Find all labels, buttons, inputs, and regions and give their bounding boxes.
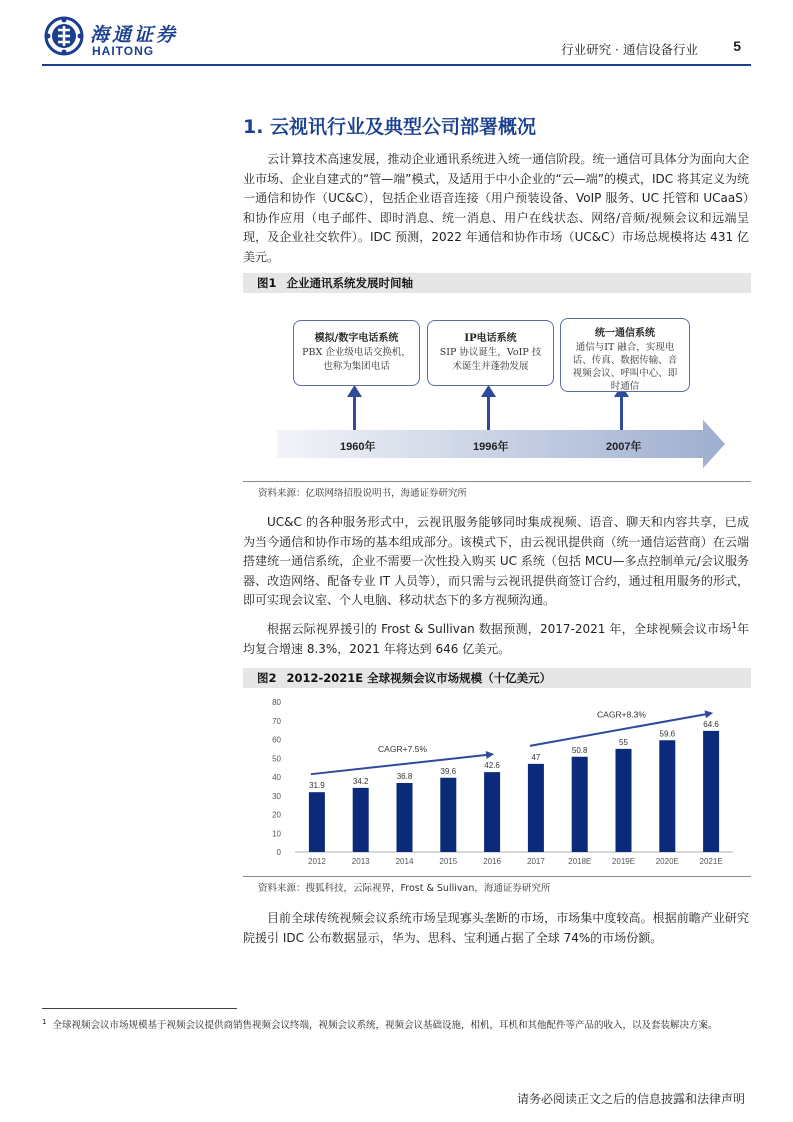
logo-english-text: HAITONG — [92, 44, 155, 58]
paragraph-3 — [243, 616, 749, 659]
paragraph-1 — [243, 150, 749, 267]
figure2-source: 资料来源：搜狐科技，云际视界，Frost & Sullivan，海通证券研究所 — [258, 883, 551, 894]
stage-1-desc: PBX 企业级电话交换机，也称为集团电话 — [302, 347, 411, 372]
y-tick-label: 50 — [272, 754, 281, 764]
figure2-title-bar — [243, 668, 751, 688]
timeline-connector-2 — [481, 385, 496, 430]
footnote-number: 1 — [42, 1018, 47, 1026]
page-number: 5 — [733, 38, 741, 54]
timeline-stage-2 — [427, 320, 554, 386]
x-tick-label: 2014 — [395, 857, 414, 866]
haitong-logo-icon — [44, 16, 84, 56]
paragraph-4-text: 目前全球传统视频会议系统市场呈现寡头垄断的市场，市场集中度较高。根据前瞻产业研究院援引 IDC 公布数据显示，华为、思科、宝利通占据了全球 74%的市场份额。 — [243, 911, 749, 945]
y-tick-label: 70 — [272, 716, 281, 726]
y-tick-label: 10 — [272, 829, 281, 839]
stage-2-title: IP电话系统 — [464, 333, 517, 344]
data-label: 47 — [531, 752, 541, 762]
figure1-title-bar — [243, 273, 751, 293]
x-tick-label: 2021E — [699, 857, 723, 866]
stage-1-title: 模拟/数字电话系统 — [314, 333, 399, 344]
x-tick-label: 2017 — [527, 857, 545, 866]
y-tick-label: 30 — [272, 791, 281, 801]
bar — [703, 731, 719, 852]
x-tick-label: 2012 — [308, 857, 326, 866]
bar — [659, 740, 675, 852]
disclaimer: 请务必阅读正文之后的信息披露和法律声明 — [516, 1092, 745, 1106]
stage-3-title: 统一通信系统 — [595, 328, 655, 339]
paragraph-3-text-a: 根据云际视界援引的 Frost & Sullivan 数据预测，2017-2021 年，全球视频会议市场 — [267, 622, 732, 636]
footnote-divider — [42, 1008, 237, 1009]
timeline-year-3: 2007年 — [606, 441, 642, 453]
bar — [484, 772, 500, 852]
x-tick-label: 2016 — [483, 857, 501, 866]
data-label: 55 — [619, 737, 628, 747]
paragraph-2-text: UC&C 的各种服务形式中，云视讯服务能够同时集成视频、语音、聊天和内容共享，已成为当今通信和协作市场的基本组成部分。该模式下，由云视讯提供商（统一通信运营商）在云端搭建统一通信系统，企业不需要一次性投入购买 UC 系统（包括 MCU—多点控制单元/会议服务器、改造网络、配备专业 IT 人员等），而只需与云视讯提供商签订合约，通过租用服务的形式，即可实现会议室、个人电脑、移动状态下的多方视频沟通。 — [243, 515, 749, 607]
bar — [616, 749, 632, 852]
paragraph-3-text-b: 年均复合增速 8.3%，2021 年将达到 646 亿美元。 — [243, 622, 749, 656]
footnote-ref: 1 — [731, 621, 737, 630]
y-tick-label: 20 — [272, 810, 281, 820]
cagr-label: CAGR+8.3% — [597, 709, 646, 720]
paragraph-2 — [243, 513, 749, 611]
x-tick-label: 2013 — [351, 857, 370, 866]
paragraph-4 — [243, 909, 749, 948]
bar — [397, 783, 413, 852]
header-divider — [42, 64, 751, 66]
timeline-stage-3 — [560, 318, 690, 392]
x-tick-label: 2019E — [611, 857, 636, 866]
data-label: 34.2 — [352, 776, 369, 786]
paragraph-1-text: 云计算技术高速发展，推动企业通讯系统进入统一通信阶段。统一通信可具体分为面向大企业市场、企业自建式的“管—端”模式，及适用于中小企业的“云—端”的模式，IDC 将其定义为统一通信和协作（UC&C），包括企业语音连接（用户预装设备、VoIP 服务、UC 托管和 UCaaS）和协作应用（电子邮件、即时消息、统一消息、用户在线状态、网络/音频/视频会议和远端呈现，及企业社交软件）。IDC 预测，2022 年通信和协作市场（UC&C）市场总规模将达 431 亿美元。 — [243, 152, 749, 264]
figure1-title: 企业通讯系统发展时间轴 — [286, 276, 414, 290]
bar — [440, 778, 456, 852]
figure1-bottom-rule — [243, 481, 751, 482]
figure1-source: 资料来源：亿联网络招股说明书，海通证券研究所 — [258, 488, 468, 499]
y-tick-label: 40 — [272, 773, 281, 782]
figure2-number: 图2 — [257, 671, 277, 685]
data-label: 42.6 — [484, 761, 500, 771]
data-label: 31.9 — [309, 781, 325, 791]
footnote — [42, 1015, 750, 1033]
section-title: 1. 云视讯行业及典型公司部署概况 — [243, 116, 537, 138]
figure1-number: 图1 — [257, 276, 277, 290]
x-tick-label: 2018E — [568, 857, 592, 866]
figure2-title: 2012-2021E 全球视频会议市场规模（十亿美元） — [286, 671, 552, 685]
y-tick-label: 0 — [276, 848, 281, 857]
bar — [309, 792, 325, 852]
data-label: 64.6 — [703, 719, 719, 729]
timeline-year-2: 1996年 — [473, 441, 509, 453]
stage-2-desc: SIP 协议诞生，VoIP 技术诞生并蓬勃发展 — [439, 347, 542, 372]
cagr-arrow-head — [486, 751, 494, 759]
stage-3-desc: 通信与IT 融合，实现电话、传真、数据传输、音视频会议、呼叫中心、即时通信 — [572, 342, 678, 392]
logo-chinese-text: 海通证券 — [90, 24, 179, 46]
bar — [353, 788, 369, 852]
timeline-stage-1 — [293, 320, 420, 386]
y-tick-label: 80 — [272, 698, 281, 707]
header-category: 行业研究 · 通信设备行业 — [561, 42, 698, 57]
bar — [572, 757, 588, 852]
x-tick-label: 2020E — [655, 857, 679, 866]
y-tick-label: 60 — [272, 735, 281, 745]
timeline-connector-1 — [347, 385, 362, 430]
timeline-year-1: 1960年 — [340, 441, 376, 453]
bar — [528, 764, 544, 852]
figure2-bottom-rule — [243, 876, 751, 877]
market-size-bar-chart — [243, 690, 751, 872]
cagr-arrow-head — [705, 710, 714, 718]
data-label: 59.6 — [659, 729, 676, 739]
x-tick-label: 2015 — [439, 857, 458, 866]
data-label: 39.6 — [440, 766, 457, 776]
cagr-label: CAGR+7.5% — [378, 744, 427, 755]
footnote-text: 全球视频会议市场规模基于视频会议提供商销售视频会议终端，视频会议系统，视频会议基础设施，相机，耳机和其他配件等产品的收入，以及套装解决方案。 — [52, 1020, 718, 1032]
data-label: 50.8 — [571, 745, 588, 755]
data-label: 36.8 — [396, 772, 413, 781]
